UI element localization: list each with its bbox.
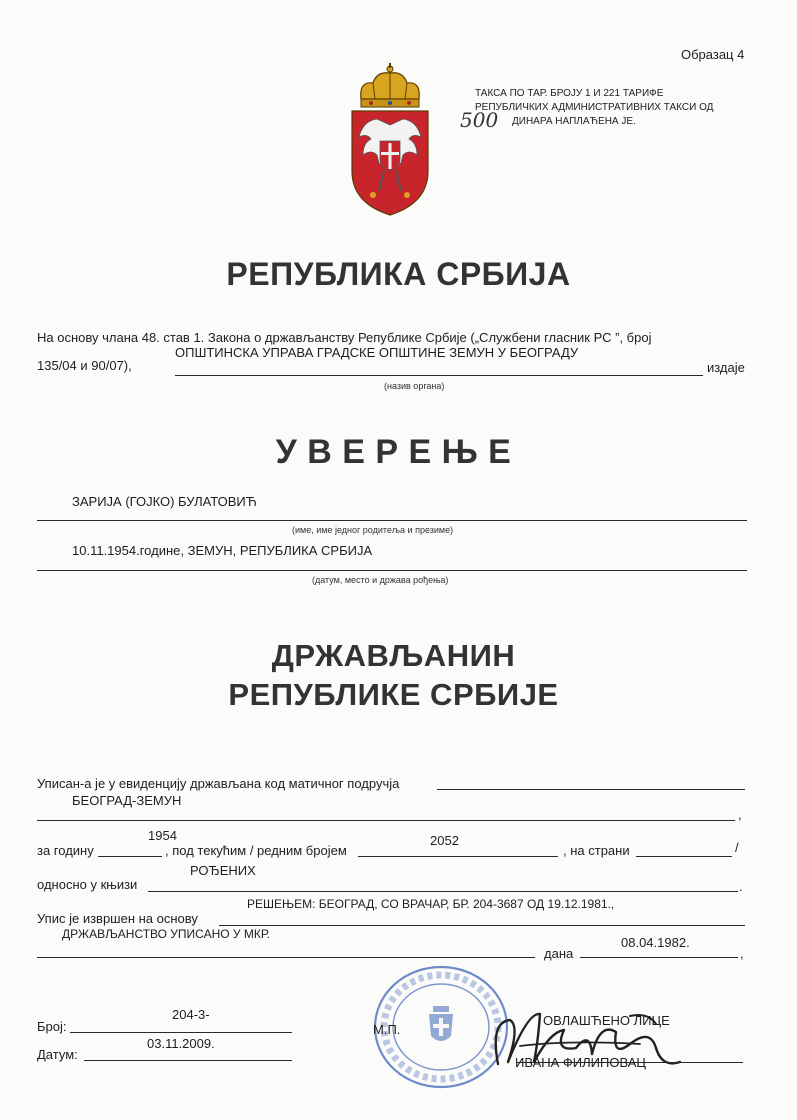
issuing-organ: ОПШТИНСКА УПРАВА ГРАДСКЕ ОПШТИНЕ ЗЕМУН У БЕОГРАДУ: [175, 345, 579, 360]
citizen-title-line-1: ДРЖАВЉАНИН: [271, 638, 516, 673]
number-value: 2052: [430, 833, 459, 848]
birth-details: 10.11.1954.године, ЗЕМУН, РЕПУБЛИКА СРБИЈА: [72, 543, 373, 558]
crown-icon: [361, 63, 420, 107]
book-value: РОЂЕНИХ: [190, 863, 256, 878]
fee-line-2: РЕПУБЛИЧКИХ АДМИНИСТРАТИВНИХ ТАКСИ ОД: [475, 102, 714, 113]
name-caption: (име, име једног родитеља и презиме): [292, 525, 454, 535]
intro-line-2-prefix: 135/04 и 90/07),: [37, 358, 132, 373]
document-title: РЕПУБЛИКА СРБИЈА: [226, 256, 571, 292]
registered-label: Уписан-а је у евиденцију држављана код матичног подручја: [37, 776, 400, 791]
date-label: дана: [544, 946, 574, 961]
registry-comma: ,: [738, 807, 742, 822]
registry-area: БЕОГРАД-ЗЕМУН: [72, 793, 182, 808]
page-slash: /: [735, 840, 739, 855]
intro-line-2-suffix: издаје: [707, 360, 745, 375]
number-label: , под текућим / редним бројем: [165, 843, 347, 858]
fee-amount-handwritten: 500: [460, 108, 499, 132]
book-dot: .: [739, 879, 743, 894]
registration-date: 08.04.1982.: [621, 935, 690, 950]
footer-date-value: 03.11.2009.: [147, 1036, 215, 1051]
seal-place-label: М.П.: [373, 1022, 401, 1037]
intro-line-1: На основу члана 48. став 1. Закона о држављанству Републике Србије („Службени гласник РС ”, број: [37, 330, 652, 345]
year-value: 1954: [148, 828, 177, 843]
organ-caption: (назив органа): [384, 381, 445, 391]
year-label: за годину: [37, 843, 94, 858]
footer-date-label: Датум:: [37, 1047, 78, 1062]
birth-caption: (датум, место и држава рођења): [312, 575, 449, 585]
certificate-title: У В Е Р Е Њ Е: [275, 433, 512, 471]
book-label: односно у књизи: [37, 877, 138, 892]
basis-value-1: РЕШЕЊЕМ: БЕОГРАД, СО ВРАЧАР, БР. 204-3687 ОД 19.12.1981.,: [247, 897, 615, 911]
citizen-title-line-2: РЕПУБЛИКЕ СРБИЈЕ: [228, 677, 559, 712]
basis-value-2: ДРЖАВЉАНСТВО УПИСАНО У МКР.: [62, 927, 270, 941]
person-name: ЗАРИЈА (ГОЈКО) БУЛАТОВИЋ: [72, 494, 257, 509]
fee-line-1: ТАКСА ПО ТАР. БРОЈУ 1 И 221 ТАРИФЕ: [475, 88, 664, 99]
coat-of-arms-icon: [349, 63, 431, 218]
inner-shield-icon: [380, 141, 400, 171]
basis-label: Упис је извршен на основу: [37, 911, 198, 926]
fee-line-3: ДИНАРА НАПЛАЋЕНА ЈЕ.: [512, 116, 636, 127]
page-label: , на страни: [563, 843, 630, 858]
date-comma: ,: [740, 946, 744, 961]
form-number: Образац 4: [681, 47, 745, 62]
authorized-official-label: ОВЛАШЋЕНО ЛИЦЕ: [543, 1013, 670, 1028]
footer-number-value: 204-3-: [172, 1007, 210, 1022]
footer-number-label: Број:: [37, 1019, 67, 1034]
authorized-official-name: ИВАНА ФИЛИПОВАЦ: [515, 1055, 647, 1070]
